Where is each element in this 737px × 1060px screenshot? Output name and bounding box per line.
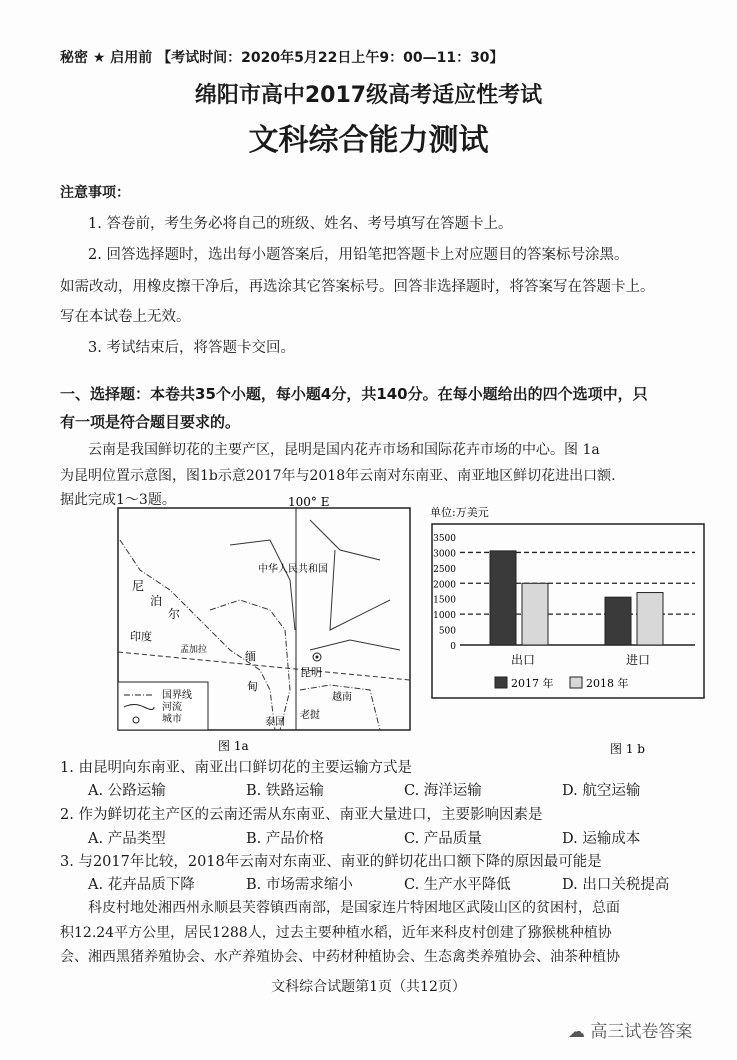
question-stem: 1. 由昆明向东南亚、南亚出口鲜切花的主要运输方式是 [60, 760, 412, 776]
y-tick-label: 3000 [433, 549, 456, 560]
bar [605, 597, 631, 645]
passage-line: 积12.24平方公里，居民1288人，过去主要种植水稻，近年来科皮村创建了猕猴桃种植协 [60, 925, 612, 941]
secret-line: 秘密 ★ 启用前 【考试时间：2020年5月22日上午9：00—11：30】 [60, 50, 504, 66]
note-item: 如需改动，用橡皮擦干净后，再选涂其它答案标号。回答非选择题时，将答案写在答题卡上。 [60, 279, 655, 295]
note-item: 1. 答卷前，考生务必将自己的班级、姓名、考号填写在答题卡上。 [88, 216, 513, 232]
notes-heading: 注意事项： [60, 185, 130, 201]
legend-swatch [570, 677, 582, 688]
option[interactable]: B. 产品价格 [246, 831, 324, 847]
page-footer: 文科综合试题第1页（共12页） [271, 979, 466, 995]
exam-subtitle: 文科综合能力测试 [248, 123, 489, 158]
legend-city: 城市 [162, 714, 182, 725]
label-kunming: 昆明 [300, 666, 322, 679]
y-tick-label: 2000 [433, 580, 456, 591]
watermark [568, 1017, 692, 1042]
label-laos: 老挝 [300, 710, 320, 721]
chart-caption: 图 1 b [610, 742, 645, 756]
option[interactable]: A. 产品类型 [88, 831, 166, 847]
section-heading-2: 有一项是符合题目要求的。 [60, 413, 241, 431]
wechat-icon: ☁ [568, 1022, 591, 1042]
bar [637, 593, 663, 645]
label-india: 印度 [130, 630, 152, 643]
bar [522, 583, 548, 645]
river [230, 520, 400, 650]
option[interactable]: D. 运输成本 [562, 831, 641, 847]
chart-unit: 单位:万美元 [430, 506, 489, 519]
label-nepal: 尔 [168, 607, 181, 621]
option[interactable]: A. 花卉品质下降 [88, 877, 195, 893]
legend-label: 2018 年 [586, 677, 629, 690]
label-myanmar: 缅 [245, 650, 256, 663]
option[interactable]: D. 出口关税提高 [562, 877, 670, 893]
option[interactable]: C. 生产水平降低 [404, 877, 511, 893]
label-bangladesh: 孟加拉 [180, 645, 208, 655]
question-options [88, 827, 708, 848]
label-nepal: 泊 [150, 594, 163, 608]
legend-swatch [495, 677, 507, 688]
option[interactable]: C. 产品质量 [404, 831, 482, 847]
intro-line: 云南是我国鲜切花的主要产区，昆明是国内花卉市场和国际花卉市场的中心。图 1a [88, 442, 600, 458]
y-tick-label: 0 [450, 642, 456, 652]
note-item: 3. 考试结束后，将答题卡交回。 [88, 340, 295, 356]
passage-line: 会、湘西黑猪养殖协会、水产养殖协会、中药材种植协会、生态禽类养殖协会、油茶种植协 [60, 949, 620, 965]
y-tick-label: 2500 [433, 564, 456, 575]
legend-river: 河流 [162, 702, 182, 713]
legend-border: 国界线 [162, 690, 192, 701]
kunming-city-marker [316, 656, 319, 659]
y-tick-label: 500 [438, 626, 456, 637]
intro-line: 据此完成1～3题。 [60, 492, 176, 508]
watermark-text: 高三试卷答案 [590, 1022, 693, 1042]
exam-title: 绵阳市高中2017级高考适应性考试 [194, 83, 543, 108]
meridian-label: 100° E [288, 495, 330, 509]
legend-label: 2017 年 [511, 677, 554, 690]
bar-chart-1b [420, 500, 710, 760]
label-vietnam: 越南 [332, 692, 352, 703]
label-myanmar: 甸 [247, 680, 258, 693]
section-heading: 一、选择题：本卷共35个小题，每小题4分，共140分。在每小题给出的四个选项中，只 [60, 385, 648, 403]
category-label: 出口 [510, 653, 536, 667]
question-options [88, 873, 708, 894]
question-stem: 3. 与2017年比较，2018年云南对东南亚、南亚的鲜切花出口额下降的原因最可能是 [60, 854, 602, 870]
bar [490, 551, 516, 645]
note-item: 2. 回答选择题时，选出每小题答案后，用铅笔把答题卡上对应题目的答案标号涂黑。 [88, 247, 629, 263]
option[interactable]: B. 铁路运输 [246, 783, 324, 799]
label-nepal: 尼 [132, 579, 145, 593]
option[interactable]: A. 公路运输 [88, 783, 166, 799]
option[interactable]: C. 海洋运输 [404, 783, 482, 799]
map-figure-1a [110, 490, 420, 760]
question-options [88, 779, 708, 800]
label-thailand: 泰国 [265, 717, 285, 728]
intro-line: 为昆明位置示意图，图1b示意2017年与2018年云南对东南亚、南亚地区鲜切花进出口额. [60, 468, 616, 484]
category-label: 进口 [625, 653, 651, 667]
y-tick-label: 1000 [433, 611, 456, 622]
option[interactable]: B. 市场需求缩小 [246, 877, 353, 893]
note-item: 写在本试卷上无效。 [60, 309, 191, 325]
passage-line: 科皮村地处湘西州永顺县芙蓉镇西南部，是国家连片特困地区武陵山区的贫困村，总面 [88, 900, 620, 916]
tropic-line [118, 652, 410, 680]
label-china: 中华人民共和国 [258, 564, 328, 575]
map-caption: 图 1a [218, 739, 249, 753]
y-tick-label: 3500 [433, 534, 456, 544]
question-stem: 2. 作为鲜切花主产区的云南还需从东南亚、南亚大量进口，主要影响因素是 [60, 807, 543, 823]
y-tick-label: 1500 [433, 595, 456, 606]
option[interactable]: D. 航空运输 [562, 783, 641, 799]
